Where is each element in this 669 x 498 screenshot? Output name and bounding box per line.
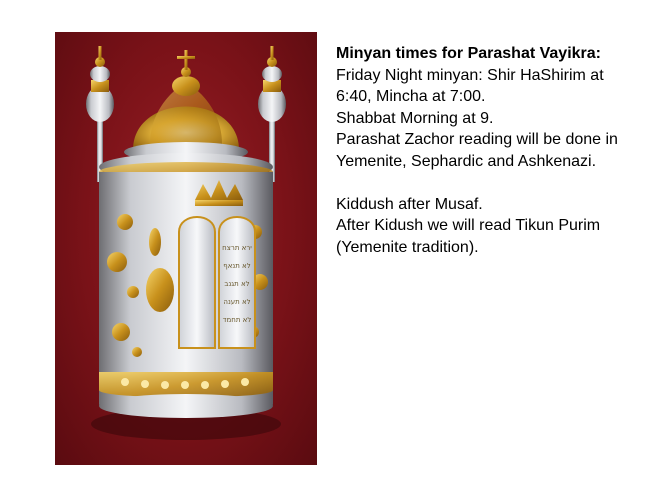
tablet-line: לא תנאף (223, 262, 251, 270)
notice-line: Friday Night minyan: Shir HaShirim at 6:40, Mincha at 7:00. (336, 66, 604, 105)
crown-dome (124, 50, 248, 162)
tablet-line: לא תענה (223, 298, 251, 306)
notice-text (336, 43, 636, 258)
notice-line: Shabbat Morning at 9. (336, 109, 494, 127)
notice-line: Parashat Zachor reading will be done in Yemenite, Sephardic and Ashkenazi. (336, 131, 618, 170)
spacer (336, 172, 636, 194)
notice-line: Kiddush after Musaf. (336, 195, 483, 213)
tablet-line: לא תגנב (224, 280, 250, 288)
case-body (99, 172, 273, 418)
tablet-line: לא תחמד (222, 316, 252, 324)
tablet-line: ירא תרצח (222, 244, 252, 252)
notice-title: Minyan times for Parashat Vayikra: (336, 45, 601, 62)
torah-case-photo (55, 32, 317, 465)
notice-line: After Kidush we will read Tikun Purim (Yemenite tradition). (336, 217, 601, 256)
